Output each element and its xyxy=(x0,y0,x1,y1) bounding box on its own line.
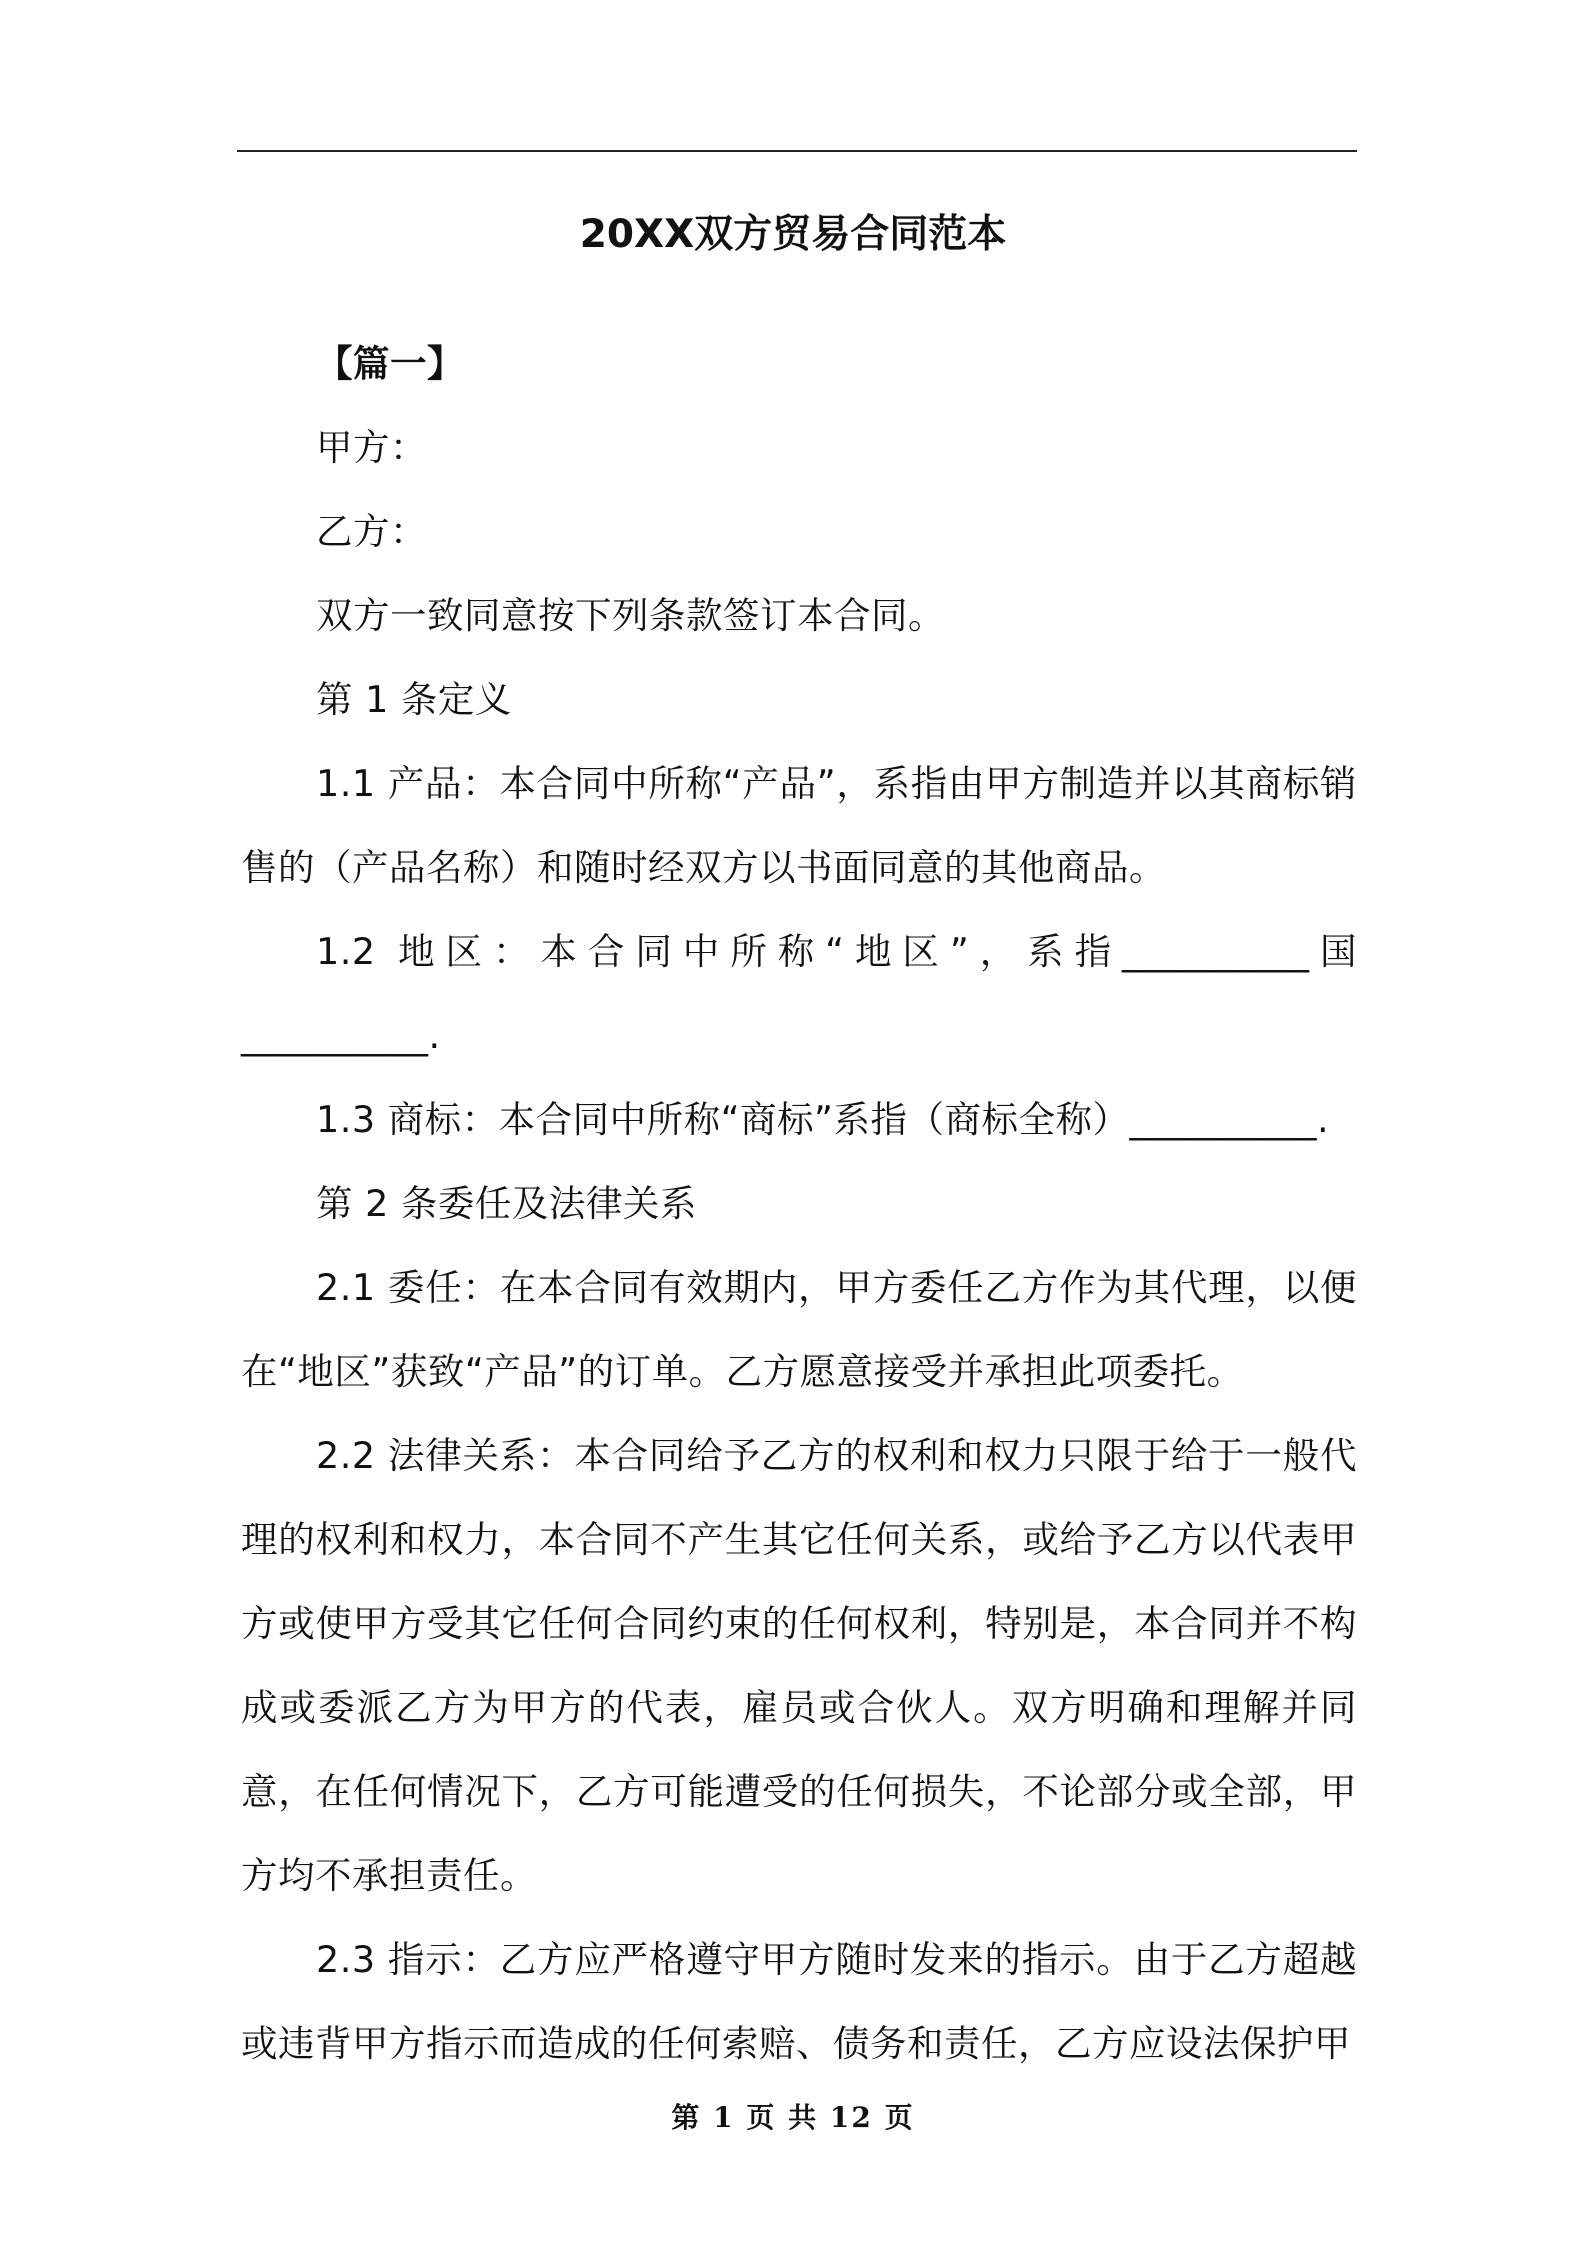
paragraph: 【篇一】 xyxy=(316,342,464,385)
paragraph: 第 1 条定义 xyxy=(316,678,512,721)
paragraph: 第 2 条委任及法律关系 xyxy=(316,1182,697,1225)
document-body xyxy=(241,322,1357,2086)
paragraph: 1.1 产品：本合同中所称“产品”，系指由甲方制造并以其商标销售的（产品名称）和随时经双方以书面同意的其他商品。 xyxy=(241,762,1357,889)
page-number: 第 1 页 共 12 页 xyxy=(671,2101,915,2134)
paragraph: 甲方： xyxy=(316,426,427,469)
paragraph: 2.3 指示：乙方应严格遵守甲方随时发来的指示。由于乙方超越或违背甲方指示而造成的任何索赔、债务和责任，乙方应设法保护甲 xyxy=(241,1938,1357,2065)
paragraph: 双方一致同意按下列条款签订本合同。 xyxy=(316,594,945,637)
paragraph: 乙方： xyxy=(316,510,427,553)
paragraph: 1.3 商标：本合同中所称“商标”系指（商标全称）__________. xyxy=(316,1098,1330,1141)
header-rule xyxy=(237,150,1357,152)
paragraph: 1.2 地区：本合同中所称“地区”，系指__________国__________. xyxy=(241,930,1357,1057)
paragraph: 2.1 委任：在本合同有效期内，甲方委任乙方作为其代理，以便在“地区”获致“产品”的订单。乙方愿意接受并承担此项委托。 xyxy=(241,1266,1357,1393)
document-title: 20XX双方贸易合同范本 xyxy=(579,212,1007,257)
paragraph: 2.2 法律关系：本合同给予乙方的权利和权力只限于给于一般代理的权利和权力，本合同不产生其它任何关系，或给予乙方以代表甲方或使甲方受其它任何合同约束的任何权利，特别是，本合同并不构成或委派乙方为甲方的代表，雇员或合伙人。双方明确和理解并同意，在任何情况下，乙方可能遭受的任何损失，不论部分或全部，甲方均不承担责任。 xyxy=(241,1434,1357,1897)
